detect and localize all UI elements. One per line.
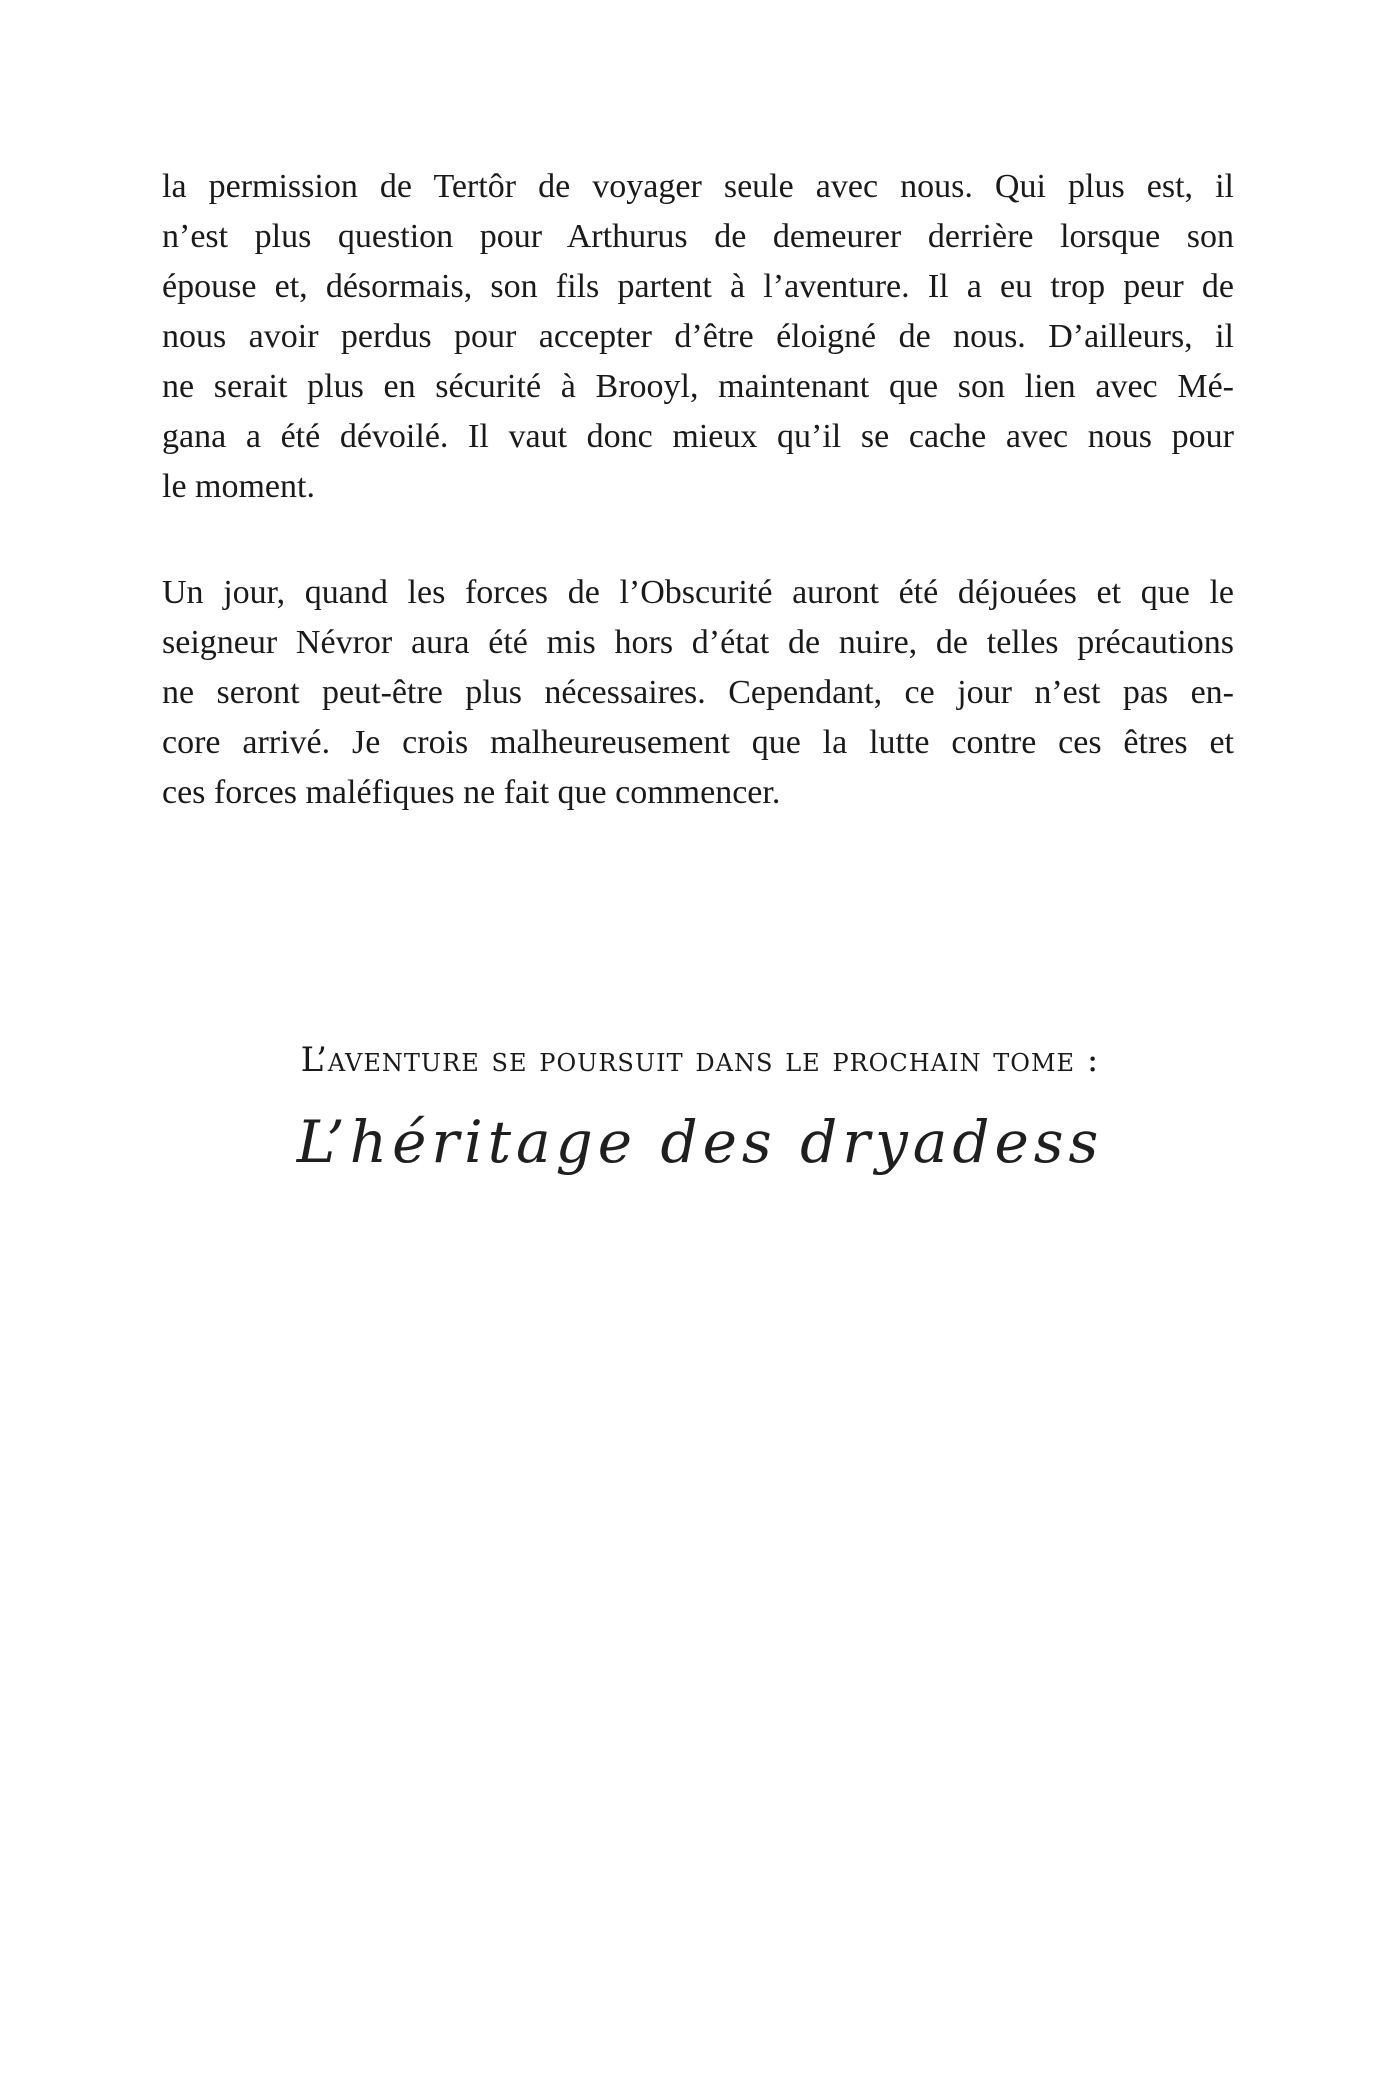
text-line: Un jour, quand les forces de l’Obscurité auront été déjouées et que le [162,574,1234,611]
text-line: nous avoir perdus pour accepter d’être éloigné de nous. D’ailleurs, il [162,318,1234,355]
text-line: n’est plus question pour Arthurus de demeurer derrière lorsque son [162,218,1234,255]
paragraph-2 [162,568,1234,818]
text-line: gana a été dévoilé. Il vaut donc mieux qu’il se cache avec nous pour [162,418,1234,455]
paragraph-1 [162,162,1234,512]
text-line: core arrivé. Je crois malheureusement que la lutte contre ces êtres et [162,724,1234,761]
text-line: ne serait plus en sécurité à Brooyl, maintenant que son lien avec Mé- [162,368,1234,405]
text-line: seigneur Névror aura été mis hors d’état de nuire, de telles précautions [162,624,1234,661]
text-line: ne seront peut-être plus nécessaires. Cependant, ce jour n’est pas en- [162,674,1234,711]
text-line: ces forces maléfiques ne fait que commencer. [162,774,781,811]
next-volume-heading: L’aventure se poursuit dans le prochain tome : [300,1040,1100,1080]
text-line: le moment. [162,468,315,505]
text-line: épouse et, désormais, son fils partent à l’aventure. Il a eu trop peur de [162,268,1234,305]
next-volume-title: L’héritage des dryadess [296,1108,1104,1176]
text-line: la permission de Tertôr de voyager seule avec nous. Qui plus est, il [162,168,1234,205]
